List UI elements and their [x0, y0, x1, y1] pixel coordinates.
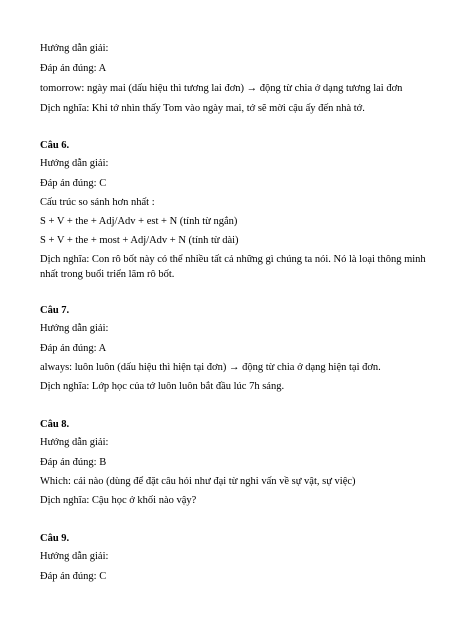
question-9-guide: Hướng dẫn giải: [40, 551, 109, 562]
question-7-title: Câu 7. [40, 305, 70, 316]
question-8-answer: Đáp án đúng: B [40, 457, 107, 468]
prelude-guide: Hướng dẫn giải: [40, 43, 109, 54]
question-6-translation-line-2: nhất trong buổi triển lãm rô bốt. [40, 269, 175, 280]
question-6-guide: Hướng dẫn giải: [40, 158, 109, 169]
question-7-guide: Hướng dẫn giải: [40, 323, 109, 334]
question-7-translation: Dịch nghĩa: Lớp học của tớ luôn luôn bắt đầu lúc 7h sáng. [40, 381, 285, 392]
question-8-explanation: Which: cái nào (dùng để đặt câu hỏi như đại từ nghi vấn về sự vật, sự việc) [40, 476, 356, 487]
question-7-explanation: always: luôn luôn (dấu hiệu thì hiện tại đơn) → động từ chia ở dạng hiện tại đơn. [40, 362, 381, 373]
prelude-explanation: tomorrow: ngày mai (dấu hiệu thì tương lai đơn) → động từ chia ở dạng tương lai đơn [40, 83, 403, 94]
question-6-formula-short: S + V + the + Adj/Adv + est + N (tính từ ngắn) [40, 216, 238, 227]
question-8-translation: Dịch nghĩa: Cậu học ở khối nào vậy? [40, 495, 197, 506]
question-9-answer: Đáp án đúng: C [40, 571, 107, 582]
question-6-formula-long: S + V + the + most + Adj/Adv + N (tính từ dài) [40, 235, 239, 246]
question-6-title: Câu 6. [40, 140, 70, 151]
question-8-guide: Hướng dẫn giải: [40, 437, 109, 448]
question-6-structure: Cấu trúc so sánh hơn nhất : [40, 197, 155, 208]
question-6-answer: Đáp án đúng: C [40, 178, 107, 189]
question-8-title: Câu 8. [40, 419, 70, 430]
question-6-translation-line-1: Dịch nghĩa: Con rô bốt này có thể nhiều tất cả những gì chúng ta nói. Nó là loại thông minh [40, 254, 426, 265]
prelude-translation: Dịch nghĩa: Khi tớ nhìn thấy Tom vào ngày mai, tớ sẽ mời cậu ấy đến nhà tớ. [40, 103, 365, 114]
prelude-answer: Đáp án đúng: A [40, 63, 107, 74]
question-9-title: Câu 9. [40, 533, 70, 544]
question-7-answer: Đáp án đúng: A [40, 343, 107, 354]
